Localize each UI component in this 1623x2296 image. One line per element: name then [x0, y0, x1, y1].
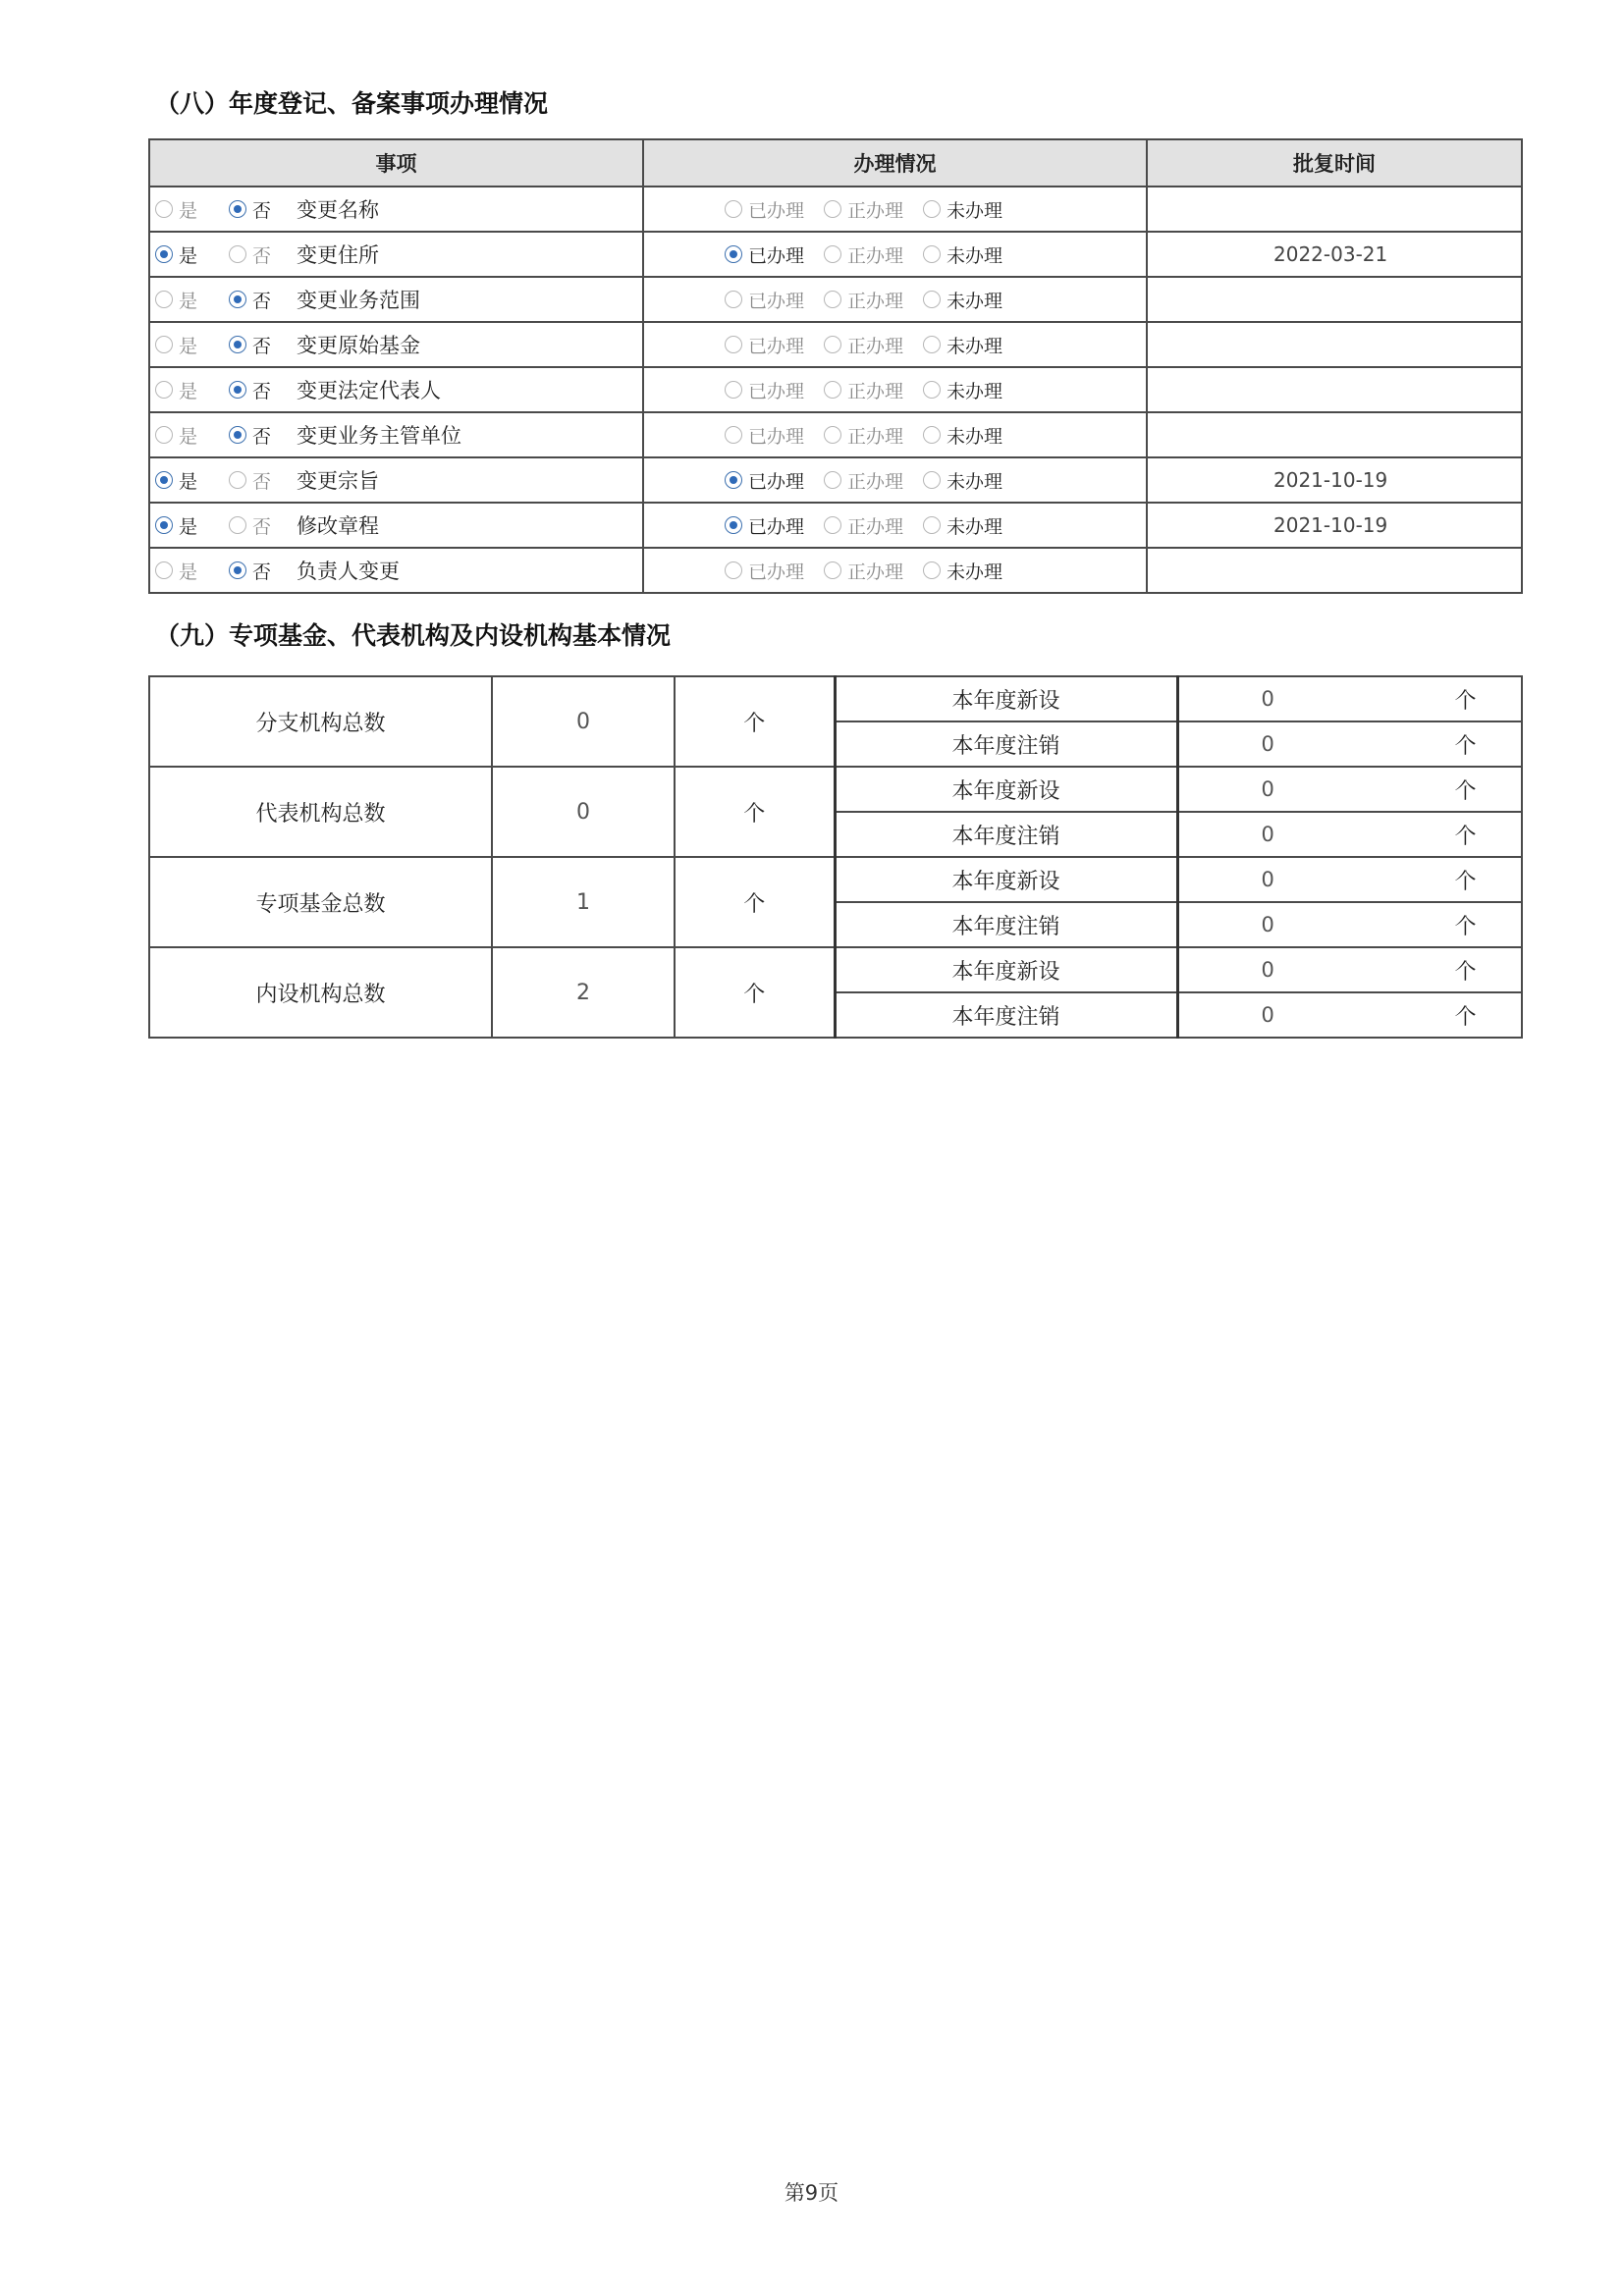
page-number: 第9页 — [784, 2181, 839, 2205]
cancel-count-field[interactable] — [1258, 903, 1411, 946]
status-not-done-radio[interactable] — [923, 336, 941, 353]
new-label: 本年度新设 — [835, 857, 1177, 902]
unit-label: 个 — [1409, 857, 1522, 902]
no-radio[interactable] — [229, 200, 246, 218]
yes-radio[interactable] — [155, 200, 173, 218]
approval-date-field[interactable] — [1213, 549, 1454, 592]
cancel-count: 0 — [1261, 732, 1274, 756]
status-done-option[interactable] — [725, 287, 804, 313]
cancel-count-cell — [1177, 812, 1409, 857]
status-done-option[interactable] — [725, 377, 804, 403]
new-count: 0 — [1261, 687, 1274, 711]
approval-date-field[interactable] — [1213, 187, 1454, 231]
status-done-label: 已办理 — [748, 335, 805, 357]
approval-date: 2022-03-21 — [1273, 242, 1388, 266]
status-done-radio[interactable] — [725, 381, 742, 399]
status-in-progress-option[interactable] — [824, 241, 903, 268]
status-cell — [643, 548, 1147, 593]
approval-date-cell — [1147, 187, 1522, 232]
cancel-label: 本年度注销 — [835, 992, 1177, 1038]
status-not-done-radio[interactable] — [923, 291, 941, 308]
status-in-progress-radio[interactable] — [824, 471, 841, 489]
group-total: 0 — [492, 767, 675, 857]
matter-name: 变更名称 — [297, 198, 380, 222]
unit-label: 个 — [1409, 947, 1522, 992]
status-cell — [643, 367, 1147, 412]
status-in-progress-label: 正办理 — [847, 244, 904, 267]
matter-name: 变更业务主管单位 — [297, 424, 462, 448]
status-cell — [643, 232, 1147, 277]
status-in-progress-option[interactable] — [824, 512, 903, 539]
approval-date-cell — [1147, 232, 1522, 277]
unit-label: 个 — [675, 676, 835, 767]
cancel-count-cell — [1177, 902, 1409, 947]
status-done-radio[interactable] — [725, 561, 742, 579]
approval-date-field[interactable] — [1213, 233, 1454, 276]
status-done-radio[interactable] — [725, 471, 742, 489]
new-label: 本年度新设 — [835, 947, 1177, 992]
no-label: 否 — [252, 561, 272, 583]
table-row — [149, 503, 1522, 548]
status-not-done-radio[interactable] — [923, 561, 941, 579]
approval-date-field[interactable] — [1213, 504, 1454, 547]
table-row — [149, 232, 1522, 277]
no-label: 否 — [252, 199, 272, 222]
group-label: 分支机构总数 — [149, 676, 492, 767]
status-not-done-label: 未办理 — [947, 425, 1003, 448]
new-count-cell — [1177, 676, 1409, 721]
status-not-done-radio[interactable] — [923, 200, 941, 218]
status-not-done-label: 未办理 — [947, 244, 1003, 267]
status-not-done-option[interactable] — [923, 467, 1002, 494]
status-in-progress-option[interactable] — [824, 196, 903, 223]
status-in-progress-radio[interactable] — [824, 336, 841, 353]
approval-date-cell — [1147, 412, 1522, 457]
yes-label: 是 — [179, 335, 198, 357]
no-radio[interactable] — [229, 381, 246, 399]
status-not-done-option[interactable] — [923, 558, 1002, 584]
status-done-radio[interactable] — [725, 245, 742, 263]
status-in-progress-option[interactable] — [824, 558, 903, 584]
matter-name: 变更住所 — [297, 243, 380, 267]
matter-cell — [149, 503, 643, 548]
yes-radio[interactable] — [155, 336, 173, 353]
status-not-done-label: 未办理 — [947, 515, 1003, 538]
cancel-count-field[interactable] — [1258, 813, 1411, 856]
status-done-label: 已办理 — [748, 470, 805, 493]
table-row — [149, 857, 1522, 902]
group-total: 2 — [492, 947, 675, 1038]
status-in-progress-label: 正办理 — [847, 199, 904, 222]
status-in-progress-option[interactable] — [824, 467, 903, 494]
status-not-done-label: 未办理 — [947, 470, 1003, 493]
status-done-option[interactable] — [725, 512, 804, 539]
yes-label: 是 — [179, 244, 198, 267]
matter-cell — [149, 232, 643, 277]
yes-radio[interactable] — [155, 245, 173, 263]
header-matter: 事项 — [149, 139, 643, 187]
status-in-progress-label: 正办理 — [847, 380, 904, 402]
yes-label: 是 — [179, 515, 198, 538]
matter-cell — [149, 367, 643, 412]
cancel-count-field[interactable] — [1258, 722, 1411, 766]
no-radio[interactable] — [229, 291, 246, 308]
new-count: 0 — [1261, 958, 1274, 982]
status-not-done-radio[interactable] — [923, 245, 941, 263]
matter-name: 变更法定代表人 — [297, 379, 442, 402]
status-done-radio[interactable] — [725, 426, 742, 444]
status-done-label: 已办理 — [748, 425, 805, 448]
new-count-cell — [1177, 857, 1409, 902]
cancel-count: 0 — [1261, 913, 1274, 936]
cancel-label: 本年度注销 — [835, 902, 1177, 947]
cancel-count-cell — [1177, 992, 1409, 1038]
status-done-label: 已办理 — [748, 380, 805, 402]
approval-date-field[interactable] — [1213, 413, 1454, 456]
status-in-progress-radio[interactable] — [824, 561, 841, 579]
yes-radio[interactable] — [155, 426, 173, 444]
approval-date-field[interactable] — [1213, 323, 1454, 366]
header-approval-time: 批复时间 — [1147, 139, 1522, 187]
status-done-radio[interactable] — [725, 291, 742, 308]
status-done-label: 已办理 — [748, 561, 805, 583]
status-not-done-label: 未办理 — [947, 380, 1003, 402]
status-not-done-option[interactable] — [923, 196, 1002, 223]
approval-date-cell — [1147, 322, 1522, 367]
status-done-label: 已办理 — [748, 199, 805, 222]
status-cell — [643, 277, 1147, 322]
matter-cell — [149, 412, 643, 457]
table-row — [149, 548, 1522, 593]
unit-label: 个 — [1409, 812, 1522, 857]
no-label: 否 — [252, 425, 272, 448]
table-row — [149, 187, 1522, 232]
matter-cell — [149, 277, 643, 322]
matter-cell — [149, 548, 643, 593]
matter-name: 变更业务范围 — [297, 289, 421, 312]
no-label: 否 — [252, 515, 272, 538]
no-label: 否 — [252, 335, 272, 357]
table-row — [149, 367, 1522, 412]
status-in-progress-radio[interactable] — [824, 245, 841, 263]
status-in-progress-radio[interactable] — [824, 516, 841, 534]
approval-date-field[interactable] — [1213, 368, 1454, 411]
unit-label: 个 — [675, 767, 835, 857]
status-done-option[interactable] — [725, 422, 804, 449]
approval-date-cell — [1147, 277, 1522, 322]
unit-label: 个 — [1409, 902, 1522, 947]
status-done-option[interactable] — [725, 332, 804, 358]
status-done-label: 已办理 — [748, 290, 805, 312]
matter-name: 变更宗旨 — [297, 469, 380, 493]
table-row — [149, 412, 1522, 457]
section-9-title: （九）专项基金、代表机构及内设机构基本情况 — [155, 621, 672, 650]
yes-radio[interactable] — [155, 291, 173, 308]
status-not-done-label: 未办理 — [947, 561, 1003, 583]
yes-label: 是 — [179, 290, 198, 312]
group-total: 1 — [492, 857, 675, 947]
no-label: 否 — [252, 244, 272, 267]
status-not-done-label: 未办理 — [947, 199, 1003, 222]
new-count-field[interactable] — [1258, 677, 1411, 721]
matter-name: 负责人变更 — [297, 560, 401, 583]
yes-label: 是 — [179, 199, 198, 222]
status-cell — [643, 503, 1147, 548]
status-done-option[interactable] — [725, 558, 804, 584]
no-radio[interactable] — [229, 561, 246, 579]
status-done-label: 已办理 — [748, 244, 805, 267]
approval-date: 2021-10-19 — [1273, 513, 1388, 537]
table-row — [149, 676, 1522, 721]
status-not-done-radio[interactable] — [923, 516, 941, 534]
status-in-progress-label: 正办理 — [847, 425, 904, 448]
status-done-option[interactable] — [725, 196, 804, 223]
new-count-cell — [1177, 947, 1409, 992]
status-not-done-option[interactable] — [923, 512, 1002, 539]
new-count-cell — [1177, 767, 1409, 812]
status-not-done-option[interactable] — [923, 287, 1002, 313]
no-radio[interactable] — [229, 245, 246, 263]
new-label: 本年度新设 — [835, 767, 1177, 812]
status-in-progress-radio[interactable] — [824, 200, 841, 218]
status-in-progress-label: 正办理 — [847, 470, 904, 493]
status-done-label: 已办理 — [748, 515, 805, 538]
no-label: 否 — [252, 290, 272, 312]
table-row — [149, 457, 1522, 503]
status-done-radio[interactable] — [725, 200, 742, 218]
status-cell — [643, 187, 1147, 232]
unit-label: 个 — [1409, 992, 1522, 1038]
status-in-progress-label: 正办理 — [847, 290, 904, 312]
table-row — [149, 322, 1522, 367]
no-radio[interactable] — [229, 336, 246, 353]
unit-label: 个 — [1409, 721, 1522, 767]
new-label: 本年度新设 — [835, 676, 1177, 721]
yes-label: 是 — [179, 470, 198, 493]
yes-label: 是 — [179, 380, 198, 402]
status-not-done-option[interactable] — [923, 332, 1002, 358]
unit-label: 个 — [1409, 767, 1522, 812]
group-label: 专项基金总数 — [149, 857, 492, 947]
new-count: 0 — [1261, 777, 1274, 801]
new-count-field[interactable] — [1258, 858, 1411, 901]
cancel-label: 本年度注销 — [835, 812, 1177, 857]
status-in-progress-label: 正办理 — [847, 515, 904, 538]
status-not-done-option[interactable] — [923, 422, 1002, 449]
cancel-count-field[interactable] — [1258, 993, 1411, 1037]
no-label: 否 — [252, 470, 272, 493]
matter-cell — [149, 322, 643, 367]
status-cell — [643, 322, 1147, 367]
registration-matters-table — [148, 138, 1523, 594]
matter-name: 变更原始基金 — [297, 334, 421, 357]
cancel-count-cell — [1177, 721, 1409, 767]
status-in-progress-radio[interactable] — [824, 291, 841, 308]
approval-date-field[interactable] — [1213, 458, 1454, 502]
institutions-table — [148, 675, 1523, 1039]
section-8-title: （八）年度登记、备案事项办理情况 — [155, 89, 549, 118]
status-not-done-option[interactable] — [923, 377, 1002, 403]
approval-date-field[interactable] — [1213, 278, 1454, 321]
approval-date-cell — [1147, 367, 1522, 412]
matter-cell — [149, 187, 643, 232]
no-label: 否 — [252, 380, 272, 402]
status-not-done-radio[interactable] — [923, 471, 941, 489]
matter-name: 修改章程 — [297, 514, 380, 538]
status-done-option[interactable] — [725, 241, 804, 268]
approval-date-cell — [1147, 457, 1522, 503]
status-not-done-option[interactable] — [923, 241, 1002, 268]
no-radio[interactable] — [229, 471, 246, 489]
no-radio[interactable] — [229, 516, 246, 534]
approval-date: 2021-10-19 — [1273, 468, 1388, 492]
group-label: 代表机构总数 — [149, 767, 492, 857]
status-in-progress-option[interactable] — [824, 422, 903, 449]
status-in-progress-label: 正办理 — [847, 561, 904, 583]
matter-cell — [149, 457, 643, 503]
cancel-count: 0 — [1261, 823, 1274, 846]
yes-label: 是 — [179, 561, 198, 583]
status-in-progress-radio[interactable] — [824, 381, 841, 399]
status-not-done-label: 未办理 — [947, 290, 1003, 312]
cancel-label: 本年度注销 — [835, 721, 1177, 767]
yes-radio[interactable] — [155, 471, 173, 489]
status-in-progress-option[interactable] — [824, 287, 903, 313]
yes-label: 是 — [179, 425, 198, 448]
new-count-field[interactable] — [1258, 768, 1411, 811]
status-done-radio[interactable] — [725, 516, 742, 534]
group-label: 内设机构总数 — [149, 947, 492, 1038]
new-count-field[interactable] — [1258, 948, 1411, 991]
status-done-option[interactable] — [725, 467, 804, 494]
status-in-progress-option[interactable] — [824, 332, 903, 358]
cancel-count: 0 — [1261, 1003, 1274, 1027]
new-count: 0 — [1261, 868, 1274, 891]
group-total: 0 — [492, 676, 675, 767]
yes-radio[interactable] — [155, 381, 173, 399]
header-status: 办理情况 — [643, 139, 1147, 187]
yes-radio[interactable] — [155, 561, 173, 579]
unit-label: 个 — [675, 947, 835, 1038]
status-cell — [643, 457, 1147, 503]
status-in-progress-label: 正办理 — [847, 335, 904, 357]
yes-radio[interactable] — [155, 516, 173, 534]
unit-label: 个 — [1409, 676, 1522, 721]
status-not-done-label: 未办理 — [947, 335, 1003, 357]
status-not-done-radio[interactable] — [923, 426, 941, 444]
table-header-row — [149, 139, 1522, 187]
no-radio[interactable] — [229, 426, 246, 444]
approval-date-cell — [1147, 548, 1522, 593]
table-row — [149, 277, 1522, 322]
status-in-progress-radio[interactable] — [824, 426, 841, 444]
status-done-radio[interactable] — [725, 336, 742, 353]
status-in-progress-option[interactable] — [824, 377, 903, 403]
approval-date-cell — [1147, 503, 1522, 548]
table-row — [149, 947, 1522, 992]
status-not-done-radio[interactable] — [923, 381, 941, 399]
unit-label: 个 — [675, 857, 835, 947]
table-row — [149, 767, 1522, 812]
status-cell — [643, 412, 1147, 457]
